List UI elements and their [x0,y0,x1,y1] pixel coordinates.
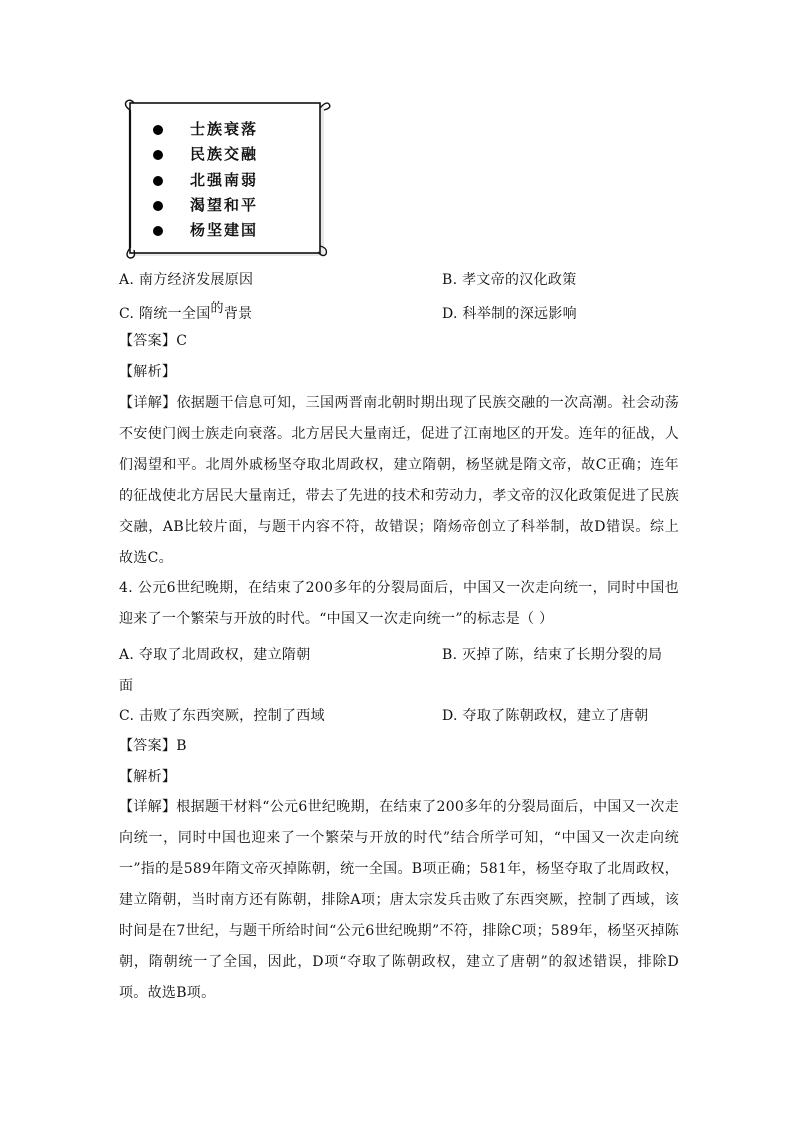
q3-option-c-tail: 背景 [223,306,253,322]
q3-option-c-sup: 的 [210,301,224,316]
bullet-icon [153,226,163,236]
q4-option-d: D. 夺取了陈朝政权，建立了唐朝 [442,708,649,724]
q4-option-b-line2: 面 [119,678,134,694]
q4-stem: 4. 公元6世纪晚期，在结束了200多年的分裂局面后，中国又一次走向统一，同时中国也迎来了一个繁荣与开放的时代。“中国又一次走向统一”的标志是（ ） [119,580,679,627]
q4-analysis-heading: 【解析】 [119,769,177,785]
q4-option-c: C. 击败了东西突厥，控制了西域 [119,708,325,724]
bullet-icon [153,125,163,135]
q3-detail: 【详解】依据题干信息可知，三国两晋南北朝时期出现了民族交融的一次高潮。社会动荡不安使门阀士族走向衰落。北方居民大量南迁，促进了江南地区的开发。连年的征战，人们渴望和平。北周外戚杨坚夺取北周政权，建立隋朝，杨坚就是隋文帝，故C正确；连年的征战使北方居民大量南迁，带去了先进的技术和劳动力，孝文帝的汉化政策促进了民族交融，AB比较片面，与题干内容不符，故错误；隋炀帝创立了科举制，故D错误。综上故选C。 [119,395,679,566]
bullet-icon [153,201,163,211]
q3-option-d: D. 科举制的深远影响 [442,306,577,322]
q3-option-a: A. 南方经济发展原因 [119,272,254,288]
q3-answer: 【答案】C [119,333,188,349]
scroll-item: 士族衰落 [190,120,259,138]
scroll-item: 渴望和平 [190,196,259,214]
scroll-item: 民族交融 [190,145,259,163]
q3-option-c [119,301,253,325]
q3-option-c-main: C. 隋统一全国 [119,306,211,322]
q4-option-b-line1: B. 灭掉了陈，结束了长期分裂的局 [442,647,663,663]
scroll-item: 杨坚建国 [190,221,259,239]
bullet-icon [153,150,163,160]
q4-answer: 【答案】B [119,738,187,754]
q4-option-a: A. 夺取了北周政权，建立隋朝 [119,647,311,663]
q4-detail: 【详解】根据题干材料“公元6世纪晚期，在结束了200多年的分裂局面后，中国又一次走向统一，同时中国也迎来了一个繁荣与开放的时代”结合所学可知，“中国又一次走向统一”指的是589年隋文帝灭掉陈朝，统一全国。B项正确；581年，杨坚夺取了北周政权，建立隋朝，当时南方还有陈朝，排除A项；唐太宗发兵击败了东西突厥，控制了西域，该时间是在7世纪，与题干所给时间“公元6世纪晚期”不符，排除C项；589年，杨坚灭掉陈朝，隋朝统一了全国，因此，D项“夺取了陈朝政权，建立了唐朝”的叙述错误，排除D项。故选B项。 [119,799,679,1001]
q3-option-b: B. 孝文帝的汉化政策 [442,272,577,288]
bullet-icon [153,176,163,186]
q3-analysis-heading: 【解析】 [119,364,177,380]
scroll-item: 北强南弱 [190,171,259,189]
